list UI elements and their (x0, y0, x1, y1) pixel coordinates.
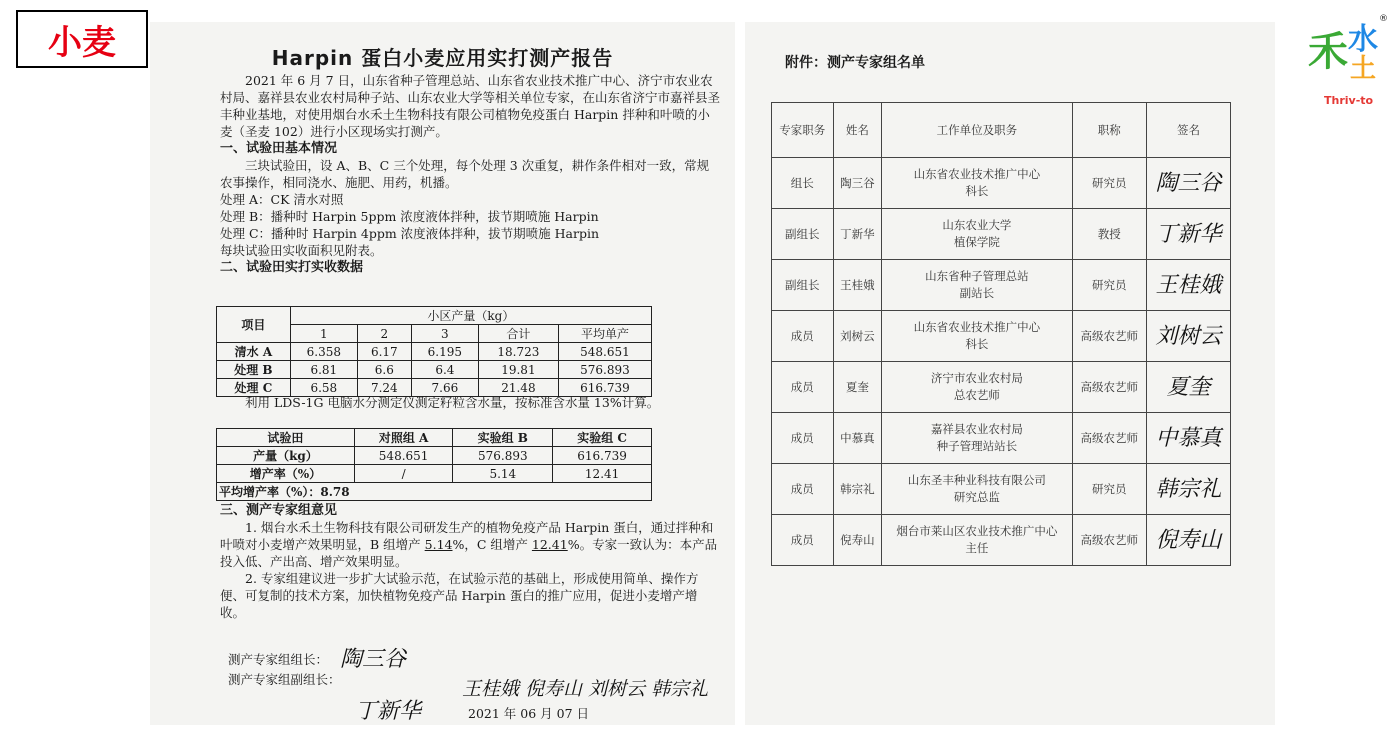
t2-cell: 增产率（%） (217, 465, 355, 483)
opinion-1-part: %，C 组增产 (452, 537, 528, 552)
expert-role: 成员 (772, 515, 834, 566)
category-tag (16, 10, 148, 68)
table-row (217, 483, 652, 501)
treatment-a: 处理 A：CK 清水对照 (220, 192, 344, 207)
expert-unit (882, 413, 1072, 464)
t1-cell: 616.739 (558, 379, 651, 397)
t1-cell: 576.893 (558, 361, 651, 379)
attachment-title: 附件：测产专家组名单 (785, 55, 925, 71)
treatment-b: 处理 B：播种时 Harpin 5ppm 浓度液体拌种，拔节期喷施 Harpin (220, 209, 599, 224)
moisture-note: 利用 LDS-1G 电脑水分测定仪测定籽粒含水量，按标准含水量 13%计算。 (245, 395, 660, 410)
expert-name: 韩宗礼 (833, 464, 882, 515)
unit-line: 烟台市莱山区农业技术推广中心 (896, 524, 1058, 538)
unit-line: 嘉祥县农业农村局 (930, 422, 1023, 436)
t1-cell: 6.358 (290, 343, 357, 361)
registered-mark: ® (1379, 14, 1388, 24)
t2-col: 试验田 (217, 429, 355, 447)
expert-signature: 倪寿山 (1146, 515, 1230, 566)
section-1-tail: 每块试验田实收面积见附表。 (220, 243, 383, 258)
expert-title: 研究员 (1072, 158, 1146, 209)
logo-glyph-he: 禾 (1308, 29, 1344, 75)
t1-col: 平均单产 (558, 325, 651, 343)
table-row (772, 464, 1231, 515)
expert-unit (882, 260, 1072, 311)
expert-title: 研究员 (1072, 260, 1146, 311)
report-page (150, 22, 735, 725)
logo-brand-text: Thriv-to (1324, 94, 1374, 107)
t1-cell: 7.24 (357, 379, 411, 397)
t1-row-label: 清水 A (217, 343, 291, 361)
expert-signature: 夏奎 (1146, 362, 1230, 413)
expert-role: 成员 (772, 464, 834, 515)
expert-name: 王桂娥 (833, 260, 882, 311)
t1-cell: 548.651 (558, 343, 651, 361)
expert-name: 刘树云 (833, 311, 882, 362)
t3-header: 工作单位及职务 (882, 103, 1072, 158)
attachment-page (745, 22, 1275, 725)
expert-unit (882, 515, 1072, 566)
t2-col: 对照组 A (354, 429, 453, 447)
t1-cell: 19.81 (478, 361, 558, 379)
section-1-text: 三块试验田，设 A、B、C 三个处理，每个处理 3 次重复，耕作条件相对一致，常规农事操作，相同浇水、施肥、用药，机播。 (220, 158, 710, 190)
t1-cell: 7.66 (411, 379, 478, 397)
expert-name: 中慕真 (833, 413, 882, 464)
expert-name: 夏奎 (833, 362, 882, 413)
opinion-block (220, 502, 720, 621)
table-row (772, 209, 1231, 260)
expert-role: 副组长 (772, 209, 834, 260)
signature-area (228, 650, 341, 690)
increase-table (216, 428, 652, 501)
expert-title: 高级农艺师 (1072, 362, 1146, 413)
expert-title: 高级农艺师 (1072, 515, 1146, 566)
t1-header-item: 项目 (217, 307, 291, 343)
expert-role: 成员 (772, 413, 834, 464)
leader-signature: 陶三谷 (340, 647, 407, 672)
t3-header: 姓名 (833, 103, 882, 158)
table-row (217, 361, 652, 379)
table-row (217, 447, 652, 465)
unit-line: 山东圣丰种业科技有限公司 (907, 473, 1046, 487)
category-tag-text: 小麦 (48, 22, 116, 63)
table-row (217, 465, 652, 483)
logo-glyph-shui: 水 (1348, 22, 1378, 57)
t1-cell: 6.81 (290, 361, 357, 379)
t2-cell: 12.41 (553, 465, 652, 483)
t2-col: 实验组 B (453, 429, 553, 447)
table-row (217, 343, 652, 361)
t2-cell: / (354, 465, 453, 483)
unit-line: 济宁市农业农村局 (930, 371, 1023, 385)
t2-average: 平均增产率（%）：8.78 (217, 483, 652, 501)
t1-col: 2 (357, 325, 411, 343)
opinion-1-part: %。专家一致认为：本产品投入低、产出高、增产效果明显。 (220, 537, 718, 569)
t1-cell: 6.6 (357, 361, 411, 379)
unit-line: 研究总监 (953, 490, 1000, 504)
t2-cell: 616.739 (553, 447, 652, 465)
expert-unit (882, 209, 1072, 260)
expert-role: 成员 (772, 311, 834, 362)
t1-row-label: 处理 C (217, 379, 291, 397)
expert-title: 高级农艺师 (1072, 311, 1146, 362)
unit-line: 副站长 (959, 286, 995, 300)
expert-role: 成员 (772, 362, 834, 413)
unit-line: 山东农业大学 (942, 218, 1012, 232)
table-row (772, 413, 1231, 464)
t1-col: 3 (411, 325, 478, 343)
t1-header-group: 小区产量（kg） (290, 307, 651, 325)
unit-line: 科长 (965, 337, 989, 351)
report-body (220, 72, 720, 276)
unit-line: 植保学院 (953, 235, 1000, 249)
expert-signature: 刘树云 (1146, 311, 1230, 362)
unit-line: 山东省农业技术推广中心 (913, 320, 1041, 334)
expert-signature: 韩宗礼 (1146, 464, 1230, 515)
unit-line: 科长 (965, 184, 989, 198)
unit-line: 种子管理站站长 (936, 439, 1018, 453)
member-signatures: 王桂娥 倪寿山 刘树云 韩宗礼 (462, 678, 709, 700)
t1-col: 1 (290, 325, 357, 343)
t1-cell: 6.17 (357, 343, 411, 361)
expert-title: 教授 (1072, 209, 1146, 260)
t2-cell: 5.14 (453, 465, 553, 483)
expert-name: 倪寿山 (833, 515, 882, 566)
opinion-1-part: 1. 烟台水禾土生物科技有限公司研发生产的植物免疫产品 Harpin 蛋白，通过拌种和叶喷对小麦增产效果明显，B 组增产 (220, 520, 714, 552)
expert-signature: 陶三谷 (1146, 158, 1230, 209)
leader-label: 测产专家组组长： (228, 652, 329, 667)
t2-cell: 548.651 (354, 447, 453, 465)
report-date: 2021 年 06 月 07 日 (468, 706, 589, 721)
report-title: Harpin 蛋白小麦应用实打测产报告 (271, 46, 614, 70)
t1-row-label: 处理 B (217, 361, 291, 379)
expert-table (771, 102, 1231, 566)
expert-title: 研究员 (1072, 464, 1146, 515)
t1-col: 合计 (478, 325, 558, 343)
moisture-note-wrap (220, 394, 720, 411)
section-1-title: 一、试验田基本情况 (220, 141, 338, 156)
deputy-label: 测产专家组副组长： (228, 672, 341, 687)
t1-cell: 18.723 (478, 343, 558, 361)
table-row (772, 158, 1231, 209)
table-row (772, 362, 1231, 413)
expert-unit (882, 311, 1072, 362)
t3-header: 专家职务 (772, 103, 834, 158)
opinion-1 (220, 519, 720, 570)
expert-unit (882, 362, 1072, 413)
expert-title: 高级农艺师 (1072, 413, 1146, 464)
t1-cell: 6.4 (411, 361, 478, 379)
section-3-title: 三、测产专家组意见 (220, 503, 338, 518)
t1-cell: 6.58 (290, 379, 357, 397)
unit-line: 山东省种子管理总站 (925, 269, 1029, 283)
expert-role: 组长 (772, 158, 834, 209)
expert-unit (882, 464, 1072, 515)
c-increase-value: 12.41 (531, 537, 568, 552)
table-row (772, 515, 1231, 566)
opinion-2: 2. 专家组建议进一步扩大试验示范，在试验示范的基础上，形成使用简单、操作方便、可复制的技术方案，加快植物免疫产品 Harpin 蛋白的推广应用，促进小麦增产增收。 (220, 571, 699, 620)
expert-signature: 丁新华 (1146, 209, 1230, 260)
t2-cell: 576.893 (453, 447, 553, 465)
brand-logo (1304, 14, 1390, 110)
yield-table (216, 306, 652, 397)
expert-name: 丁新华 (833, 209, 882, 260)
section-2-title: 二、试验田实打实收数据 (220, 260, 364, 275)
table-row (772, 311, 1231, 362)
t2-col: 实验组 C (553, 429, 652, 447)
t3-header: 签名 (1146, 103, 1230, 158)
table-row (772, 260, 1231, 311)
logo-glyph-tu: 土 (1350, 54, 1377, 84)
expert-signature: 王桂娥 (1146, 260, 1230, 311)
unit-line: 总农艺师 (953, 388, 1000, 402)
expert-signature: 中慕真 (1146, 413, 1230, 464)
deputy-signature-1: 丁新华 (355, 699, 422, 724)
unit-line: 山东省农业技术推广中心 (913, 167, 1041, 181)
t2-cell: 产量（kg） (217, 447, 355, 465)
unit-line: 主任 (965, 541, 989, 555)
treatment-c: 处理 C：播种时 Harpin 4ppm 浓度液体拌种，拔节期喷施 Harpin (220, 226, 599, 241)
report-intro: 2021 年 6 月 7 日，山东省种子管理总站、山东省农业技术推广中心、济宁市农业农村局、嘉祥县农业农村局种子站、山东农业大学等相关单位专家，在山东省济宁市嘉祥县圣丰种业基地，对使用烟台水禾土生物科技有限公司植物免疫蛋白 Harpin 拌种和叶喷的小麦（圣麦 102）进行小区现场实打测产。 (220, 73, 721, 139)
t1-cell: 6.195 (411, 343, 478, 361)
t1-cell: 21.48 (478, 379, 558, 397)
expert-name: 陶三谷 (833, 158, 882, 209)
b-increase-value: 5.14 (424, 537, 453, 552)
expert-role: 副组长 (772, 260, 834, 311)
t3-header: 职称 (1072, 103, 1146, 158)
expert-unit (882, 158, 1072, 209)
